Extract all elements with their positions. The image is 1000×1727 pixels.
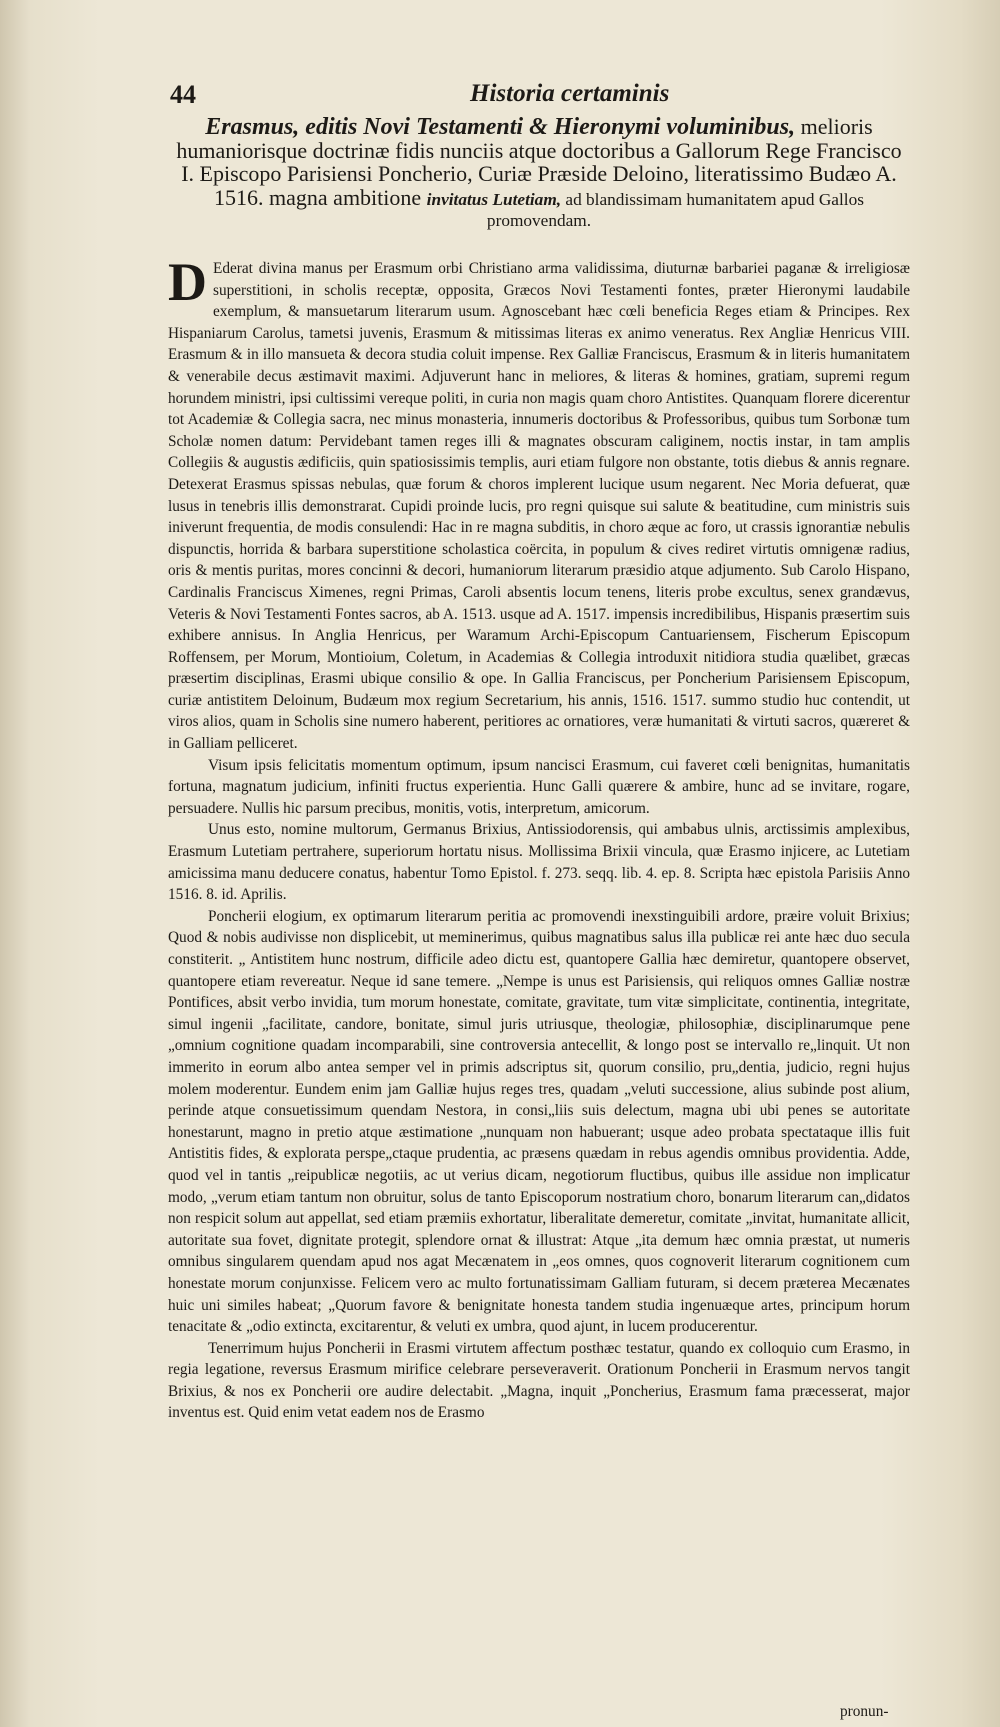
paragraph — [168, 252, 910, 755]
paragraph-text: Ederat divina manus per Erasmum orbi Christiano arma validissima, diuturnæ barbariei paganæ & irreligiosæ superstitioni, in scholis receptæ, opposita, Græcos Novi Testamenti fontes, præter Hieronymi laudabile exemplum, & mansuetarum literarum usum. Agnoscebant hæc cœli beneficia Reges etiam & Principes. Rex Hispaniarum Carolus, tametsi juvenis, Erasmum & mitissimas literas ex animo veneratus. Rex Angliæ Henricus VIII. Erasmum & in illo mansueta & decora studia coluit impense. Rex Galliæ Franciscus, Erasmum & in literis humanitatem & venerabile decus æstimavit maximi. Adjuverunt hanc in meliores, & literas & homines, gratiam, supremi regum horundem ministri, ipsi cultissimi vereque politi, in curia non magis quam choro Antistites. Quanquam florere dicerentur tot Academiæ & Collegia sacra, nec minus monasteria, innumeris doctoribus & Professoribus, quibus tum Sorbonæ tum Scholæ nomen datum: Pervidebant tamen reges illi & magnates obscuram caliginem, noctis instar, in tam amplis Collegiis & augustis ædificiis, quin spatiosissimis templis, auri etiam fulgore non obstante, totis diebus & annis regnare. Detexerat Erasmus spissas nebulas, quæ forum & choros implerent lucique usum negarent. Nec Moria defuerat, quæ lusus in tenebris illis demonstrarat. Cupidi proinde lucis, pro regni quisque sui salute & beatitudine, cum ministris suis iniverunt frequentia, de modis consulendi: Hac in re magna subditis, in choro æque ac foro, ut crassis ignorantiæ nebulis dispunctis, horrida & barbara superstitione scholastica coërcita, in populum & cives rediret virtutis omnigenæ radius, oris & mentis puritas, mores concinni & decori, humaniorum literarum præsidio atque adjumento. Sub Carolo Hispano, Cardinalis Franciscus Ximenes, regni Primas, Caroli absentis locum tenens, literis probe excultus, senex grandævus, Veteris & Novi Testamenti Fontes sacros, ab A. 1513. usque ad A. 1517. impensis incredibilibus, Hispanis præsertim suis exhibere annisus. In Anglia Henricus, per Waramum Archi-Episcopum Cantuariensem, Fischerum Episcopum Roffensem, per Morum, Montioium, Coletum, in Academias & Collegia introduxit nitidiora studia quælibet, græcas præsertim disciplinas, Erasmi ubique consilio & ope. In Gallia Franciscus, per Poncherium Parisiensem Episcopum, curiæ antistitem Deloinum, Budæum mox regium Secretarium, his annis, 1516. 1517. summo studio huc contendit, ut viros alios, quam in Scholis sine numero haberent, peritiores ac ornatiores, veræ humanitati & virtuti sacros, quæreret & in Galliam pelliceret. — [168, 260, 910, 753]
section-heading — [168, 116, 910, 232]
heading-body: melioris humaniorisque doctrinæ fidis nunciis atque doctoribus a Gallorum Rege Francisco I. Episcopo Parisiensi Poncherio, Curiæ Præside Deloino, literatissimo Budæo A. 1516. magna ambitione — [176, 114, 902, 210]
drop-cap: D — [168, 252, 207, 312]
running-head — [170, 80, 890, 114]
page-number: 44 — [170, 80, 196, 109]
running-title: Historia certaminis — [470, 80, 670, 107]
heading-tail: ad blandissimam humanitatem apud Gallos promovendam. — [486, 189, 864, 230]
paragraph: Poncherii elogium, ex optimarum literarum peritia ac promovendi inexstinguibili ardore, præire voluit Brixius; Quod & nobis audivisse non displicebit, ut meminerimus, quibus magnatibus salus illa publicæ rei ante hæc duo secula constiterit. „ Antistitem hunc nostrum, difficile adeo dictu est, quantopere Gallia hæc demiretur, quantopere observet, quantopere etiam revereatur. Neque id sane temere. „Nempe is unus est Parisiensis, qui reliquos omnes Galliæ nostræ Pontifices, absit verbo invidia, tum morum honestate, comitate, gravitate, tum vitæ simplicitate, continentia, integritate, simul ingenii „facilitate, candore, bonitate, simul juris utriusque, theologiæ, philosophiæ, disciplinarumque pene „omnium cognitione quadam incomparabili, sine controversia antecellit, & longo post se intervallo re„linquit. Ut non immerito in eorum albo antea semper vel in primis adscriptus sit, quorum consilio, pru„dentia, judicio, regni hujus molem moderentur. Eundem enim jam Galliæ hujus reges tres, quadam „veluti successione, alius subinde post alium, perinde atque consuetissimum quendam Nestora, in consi„liis suis delectum, magna ubi ubi penes se autoritate honestarunt, magno in pretio atque æstimatione „nunquam non habuerant; usque adeo probata spectataque illis fuit Antistitis fides, & explorata perspe„ctaque prudentia, ac præsens quædam in rebus agendis omnibus providentia. Adde, quod vel in tantis „reipublicæ negotiis, ac ut verius dicam, negotiorum fluctibus, quibus ille assidue non implicatur modo, „verum etiam tantum non obruitur, solus de tanto Episcoporum nostratium choro, bonarum literarum can„didatos non respicit solum aut appellat, sed etiam præmiis exhortatur, liberalitate demeretur, comitate „invitat, humanitate allicit, autoritate sua fovet, dignitate protegit, splendore ornat & illustrat: Atque „ita demum hæc omnia præstat, ut numeris omnibus singularem quendam apud nos agat Mecænatem in „eos omnes, quos cognoverit literarum cognitionem cum honestate morum conjunxisse. Felicem vero ac multo fortunatissimam Galliam futuram, si decem præterea Mecænates huic uni similes habeat; „Quorum favore & benignitate honesta tandem studia ingenuæque artes, principum horum tenacitate & „odio extincta, excitarentur, & veluti ex umbra, quod ajunt, in lucem producerentur. — [168, 907, 910, 1336]
paragraph: Visum ipsis felicitatis momentum optimum, ipsum nancisci Erasmum, cui faveret cœli benignitas, humanitatis fortuna, magnatum judicium, infiniti fructus experientia. Hunc Galli quærere & ambire, hunc ad se invitare, rogare, persuadere. Nullis hic parsum precibus, monitis, votis, interpretum, amicorum. — [168, 756, 910, 817]
body-text — [168, 252, 910, 1424]
heading-italic: invitatus Lutetiam, — [426, 189, 562, 209]
catchword: pronun- — [840, 1703, 889, 1720]
paragraph: Unus esto, nomine multorum, Germanus Brixius, Antissiodorensis, qui ambabus ulnis, arctissimis amplexibus, Erasmum Lutetiam pertrahere, superiorum hortatu nisus. Mollissima Brixii vincula, quæ Erasmo injicere, ac Lutetiam amicissima manu deducere conatus, habentur Tomo Epistol. f. 273. seqq. lib. 4. ep. 8. Scripta hæc epistola Parisiis Anno 1516. 8. id. Aprilis. — [168, 821, 910, 904]
paragraph: Tenerrimum hujus Poncherii in Erasmi virtutem affectum posthæc testatur, quando ex colloquio cum Erasmo, in regia legatione, reversus Erasmum mirifice celebrare perseveraverit. Orationum Poncherii in Erasmum nervos tangit Brixius, & nos ex Poncherii ore audire delectabit. „Magna, inquit „Poncherius, Erasmum fama præcesserat, major inventus est. Quid enim vetat eadem nos de Erasmo — [168, 1339, 910, 1422]
heading-lead: Erasmus, editis Novi Testamenti & Hieronymi voluminibus, — [205, 114, 796, 140]
